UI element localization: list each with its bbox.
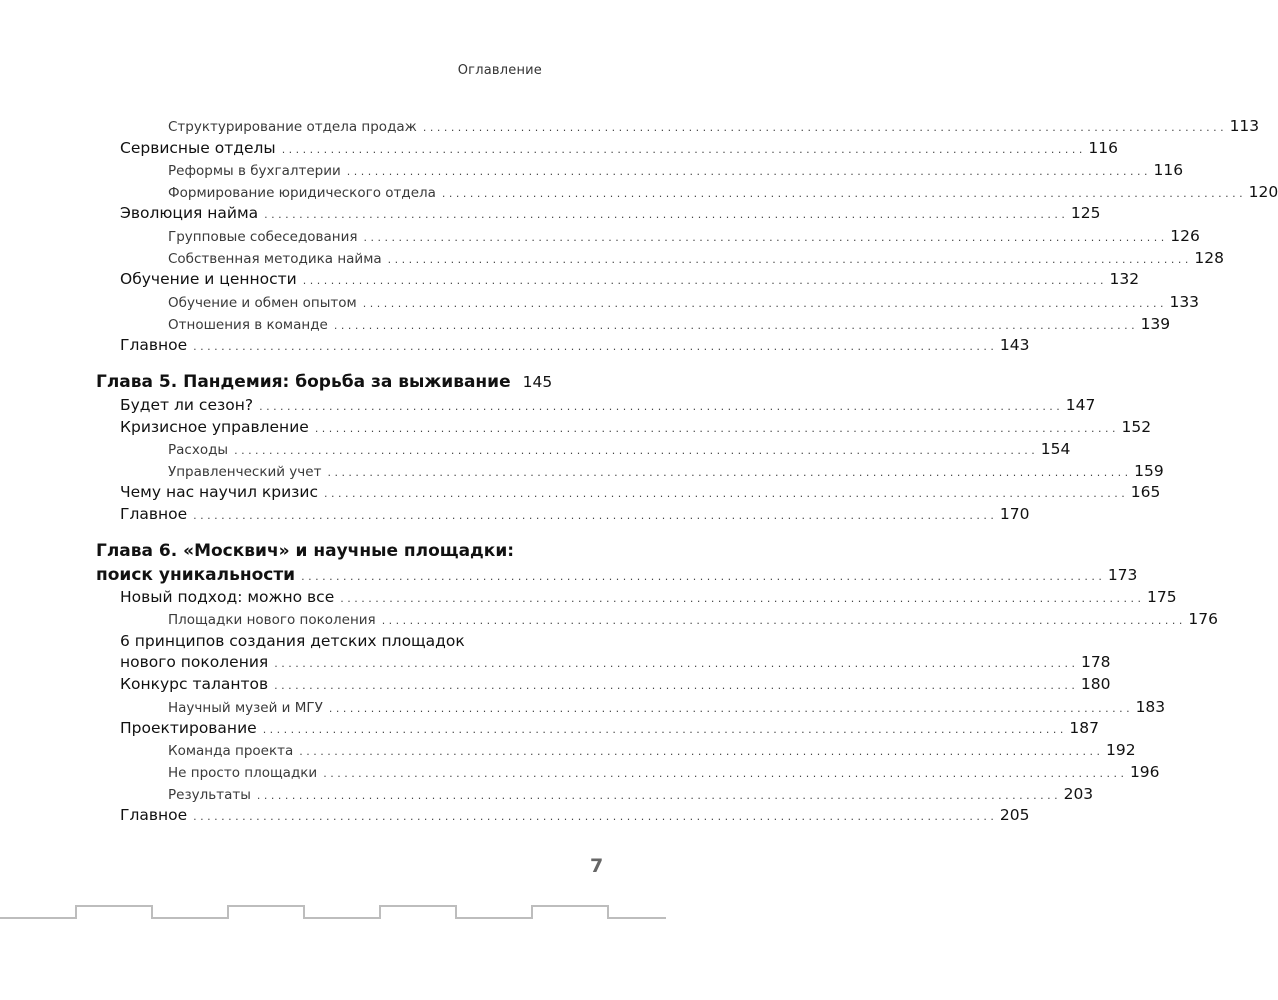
toc-chapter[interactable]: [96, 372, 553, 392]
toc-entry[interactable]: [120, 270, 1140, 288]
toc-entry-page: 180: [1080, 675, 1111, 693]
toc-entry-title: Собственная методика найма: [168, 251, 382, 267]
toc-entry[interactable]: [120, 418, 1152, 436]
toc-entry-page: 147: [1065, 396, 1096, 414]
toc-entry[interactable]: [168, 763, 1160, 781]
toc-entry-page: 175: [1146, 588, 1177, 606]
toc-entry-title: Результаты: [168, 787, 251, 803]
toc-entry-title: Кризисное управление: [120, 418, 309, 436]
dot-leader: [329, 702, 1130, 715]
toc-entry[interactable]: [168, 741, 1136, 759]
toc-entry-page: 139: [1140, 315, 1171, 333]
toc-entry-page: 116: [1153, 161, 1184, 179]
dot-leader: [257, 789, 1058, 802]
dot-leader: [323, 767, 1124, 780]
toc-entry-title: Групповые собеседования: [168, 229, 358, 245]
toc-entry[interactable]: [120, 806, 1030, 824]
toc-entry-title: Конкурс талантов: [120, 675, 269, 693]
toc-entry-title: Главное: [120, 336, 188, 354]
dot-leader: [347, 165, 1148, 178]
toc-entry[interactable]: [168, 440, 1071, 458]
dot-leader: [388, 253, 1189, 266]
toc-entry[interactable]: [168, 293, 1200, 311]
toc-entry-page: 205: [999, 806, 1030, 824]
toc-entry[interactable]: [168, 227, 1200, 245]
toc-entry-page: 113: [1229, 117, 1260, 135]
toc-entry-title: Формирование юридического отдела: [168, 185, 436, 201]
dot-leader: [327, 466, 1128, 479]
toc-entry-page: 187: [1069, 719, 1099, 737]
toc-entry-page: 143: [999, 336, 1030, 354]
dot-leader: [334, 319, 1135, 332]
toc-entry-page: 159: [1134, 462, 1164, 480]
toc-entry-title: Новый подход: можно все: [120, 588, 335, 606]
toc-entry-title: Отношения в команде: [168, 317, 328, 333]
toc-entry[interactable]: [120, 675, 1111, 693]
dot-leader: [299, 745, 1100, 758]
dot-leader: [193, 509, 994, 522]
toc-entry[interactable]: [168, 610, 1218, 628]
dot-leader: [340, 592, 1141, 605]
toc-entry-page: 133: [1169, 293, 1200, 311]
toc-chapter-title-line1: Глава 6. «Москвич» и научные площадки:: [96, 541, 515, 561]
dot-leader: [364, 231, 1165, 244]
dot-leader: [363, 297, 1164, 310]
toc-entry-title: Не просто площадки: [168, 765, 318, 781]
toc-entry-title: Расходы: [168, 442, 229, 458]
dot-leader: [315, 422, 1116, 435]
toc-entry-page: 132: [1109, 270, 1140, 288]
toc-entry-page: 116: [1088, 139, 1118, 157]
dot-leader: [324, 487, 1125, 500]
toc-entry-title: Обучение и обмен опытом: [168, 295, 357, 311]
toc-entry-page: 128: [1194, 249, 1224, 267]
dot-leader: [382, 614, 1183, 627]
toc-entry[interactable]: [168, 183, 1278, 201]
toc-entry-page: 196: [1129, 763, 1160, 781]
toc-entry-page: 183: [1135, 698, 1166, 716]
toc-entry-page: 173: [1107, 566, 1138, 584]
toc-entry[interactable]: [168, 462, 1164, 480]
footer-decoration: [0, 900, 666, 940]
dot-leader: [301, 570, 1102, 583]
toc-entry-title: Структурирование отдела продаж: [168, 119, 417, 135]
toc-entry-title-line1: 6 принципов создания детских площадок: [120, 632, 465, 650]
toc-entry[interactable]: [120, 505, 1030, 523]
toc-chapter-title: поиск уникальности: [96, 565, 296, 585]
toc-entry-page: 125: [1070, 204, 1101, 222]
toc-entry[interactable]: [168, 698, 1166, 716]
toc-entry[interactable]: [120, 719, 1099, 737]
toc-entry-page: 120: [1248, 183, 1278, 201]
dot-leader: [264, 208, 1065, 221]
dot-leader: [274, 657, 1075, 670]
toc-entry-title: Обучение и ценности: [120, 270, 297, 288]
toc-entry-title: Команда проекта: [168, 743, 294, 759]
toc-entry-title: Главное: [120, 505, 188, 523]
toc-entry[interactable]: [120, 139, 1118, 157]
toc-entry-page: 152: [1121, 418, 1152, 436]
toc-entry[interactable]: [168, 249, 1224, 267]
dot-leader: [274, 679, 1075, 692]
toc-entry-page: 154: [1040, 440, 1071, 458]
toc-entry-title: Эволюция найма: [120, 204, 259, 222]
toc-entry-page: 176: [1188, 610, 1218, 628]
dot-leader: [234, 444, 1035, 457]
dot-leader: [259, 400, 1060, 413]
toc-entry-title: Научный музей и МГУ: [168, 700, 323, 716]
dot-leader: [193, 340, 994, 353]
toc-entry[interactable]: [168, 785, 1094, 803]
toc-entry[interactable]: [120, 204, 1101, 222]
toc-chapter-title: Глава 5. Пандемия: борьба за выживание: [96, 372, 511, 392]
toc-entry-page: 170: [999, 505, 1030, 523]
dot-leader: [423, 121, 1224, 134]
toc-entry-title: Площадки нового поколения: [168, 612, 376, 628]
toc-entry-title: Чему нас научил кризис: [120, 483, 319, 501]
dot-leader: [193, 810, 994, 823]
toc-entry[interactable]: [120, 336, 1030, 354]
toc-entry-page: 165: [1130, 483, 1161, 501]
toc-entry-title: Сервисные отделы: [120, 139, 276, 157]
toc-entry-title: Проектирование: [120, 719, 257, 737]
toc-entry[interactable]: [120, 396, 1096, 414]
dot-leader: [442, 187, 1243, 200]
toc-entry-page: 203: [1063, 785, 1094, 803]
toc-entry-page: 145: [522, 373, 553, 391]
toc-entry[interactable]: [120, 483, 1161, 501]
toc-entry-title: нового поколения: [120, 653, 269, 671]
dot-leader: [263, 723, 1064, 736]
toc-entry-page: 126: [1170, 227, 1200, 245]
toc-entry[interactable]: [168, 117, 1260, 135]
toc-entry-title: Управленческий учет: [168, 464, 322, 480]
page-number: 7: [590, 855, 604, 877]
toc-entry-page: 192: [1106, 741, 1136, 759]
toc-entry[interactable]: [120, 588, 1177, 606]
dot-leader: [303, 274, 1104, 287]
running-header: Оглавление: [457, 63, 542, 78]
toc-entry-title: Будет ли сезон?: [120, 396, 254, 414]
dot-leader: [282, 143, 1083, 156]
toc-entry[interactable]: [168, 161, 1184, 179]
toc-chapter[interactable]: [96, 565, 1138, 585]
toc-entry-page: 178: [1080, 653, 1111, 671]
toc-entry-title: Главное: [120, 806, 188, 824]
toc-entry[interactable]: [168, 315, 1171, 333]
toc-entry-title: Реформы в бухгалтерии: [168, 163, 341, 179]
toc-entry[interactable]: [120, 653, 1111, 671]
